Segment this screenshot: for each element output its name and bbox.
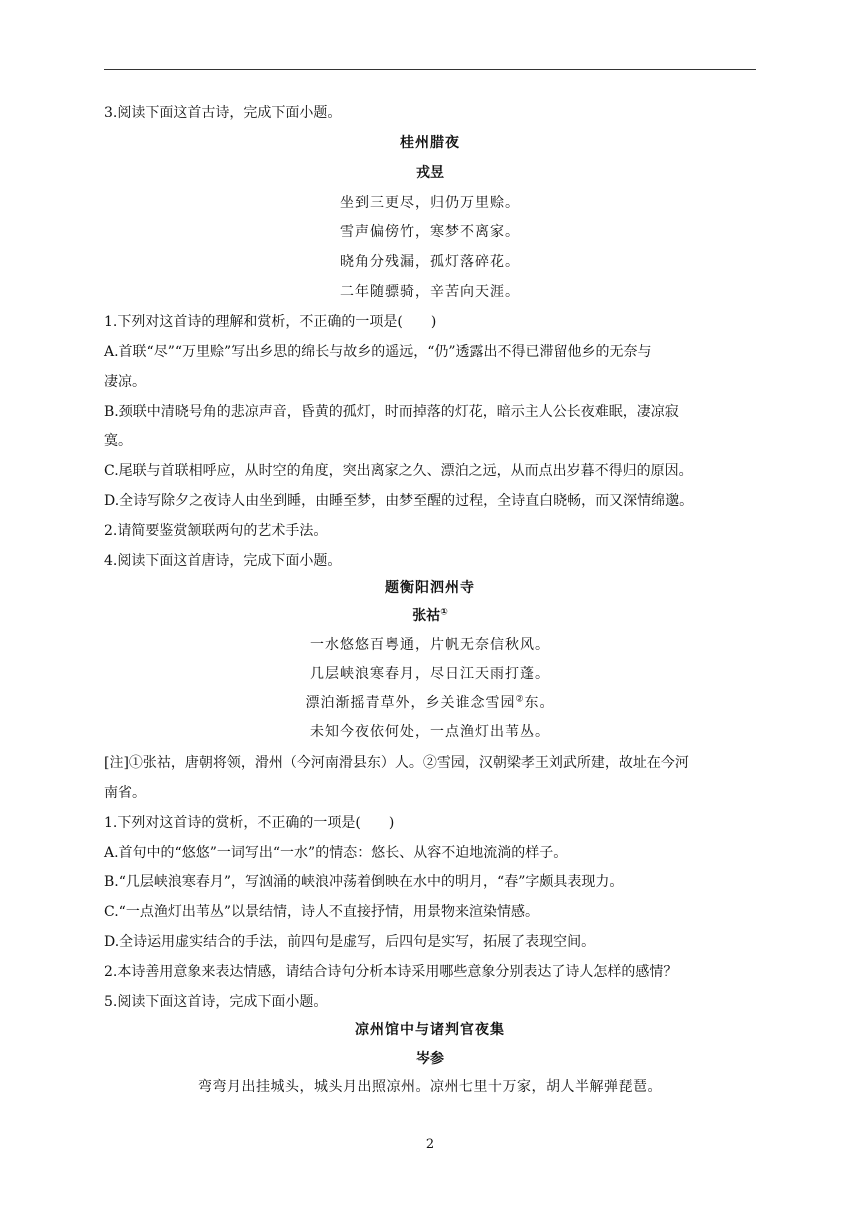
q3-poem-line-3: 晓角分残漏，孤灯落碎花。 (340, 254, 520, 270)
q4-poem-line-1: 一水悠悠百粤通，片帆无奈信秋风。 (310, 637, 550, 653)
q3-poem-title: 桂州腊夜 (400, 135, 460, 151)
q5-poem-line-1: 弯弯月出挂城头，城头月出照凉州。凉州七里十万家，胡人半解弹琵琶。 (198, 1079, 662, 1095)
q3-subq1: 1.下列对这首诗的理解和赏析，不正确的一项是( ) (104, 314, 437, 330)
q5-intro: 5.阅读下面这首诗，完成下面小题。 (104, 994, 328, 1010)
q3-option-b-cont: 寞。 (104, 433, 132, 449)
q3-intro: 3.阅读下面这首古诗，完成下面小题。 (104, 105, 342, 121)
q5-poem-author: 岑参 (416, 1051, 444, 1067)
q4-option-c: C.“一点渔灯出苇丛”以景结情，诗人不直接抒情，用景物来渲染情感。 (104, 904, 539, 920)
q5-poem-title: 凉州馆中与诸判官夜集 (355, 1022, 505, 1038)
q3-poem-line-1: 坐到三更尽，归仍万里赊。 (340, 195, 520, 211)
q4-option-d: D.全诗运用虚实结合的手法，前四句是虚写，后四句是实写，拓展了表现空间。 (104, 934, 596, 950)
q4-poem-author: 张祜① (412, 607, 448, 624)
q4-poem-line-4: 未知今夜依何处，一点渔灯出苇丛。 (310, 724, 550, 740)
q3-poem-line-2: 雪声偏傍竹，寒梦不离家。 (340, 224, 520, 240)
note-mark-2: ② (515, 694, 525, 705)
q3-poem-author: 戎昱 (416, 165, 444, 181)
q4-intro: 4.阅读下面这首唐诗，完成下面小题。 (104, 553, 342, 569)
q4-poem-line-2: 几层峡浪寒春月，尽日江天雨打蓬。 (310, 666, 550, 682)
q3-option-b: B.颈联中清晓号角的悲凉声音，昏黄的孤灯，时而掉落的灯花，暗示主人公长夜难眠，凄凉寂 (104, 404, 679, 420)
q4-option-a: A.首句中的“悠悠”一词写出“一水”的情态：悠长、从容不迫地流淌的样子。 (104, 845, 568, 861)
q3-option-a: A.首联“尽”“万里赊”写出乡思的绵长与故乡的遥远，“仍”透露出不得已滞留他乡的无奈与 (104, 344, 652, 360)
q3-option-c: C.尾联与首联相呼应，从时空的角度，突出离家之久、漂泊之远，从而点出岁暮不得归的原因。 (104, 463, 693, 479)
q4-note-cont: 南省。 (104, 785, 146, 801)
q4-note: [注]①张祜，唐朝将领，滑州（今河南滑县东）人。②雪园，汉朝梁孝王刘武所建，故址在今河 (104, 755, 689, 771)
q3-option-a-cont: 凄凉。 (104, 374, 146, 390)
q4-subq1: 1.下列对这首诗的赏析，不正确的一项是( ) (104, 815, 395, 831)
header-rule (104, 69, 756, 70)
page-number: 2 (425, 1137, 435, 1152)
q4-option-b: B.“几层峡浪寒春月”，写汹涌的峡浪冲荡着倒映在水中的明月，“春”字颇具表现力。 (104, 874, 624, 890)
q4-subq2: 2.本诗善用意象来表达情感，请结合诗句分析本诗采用哪些意象分别表达了诗人怎样的感情？ (104, 964, 678, 980)
q3-poem-line-4: 二年随骠骑，辛苦向天涯。 (340, 284, 520, 300)
q3-option-d: D.全诗写除夕之夜诗人由坐到睡，由睡至梦，由梦至醒的过程，全诗直白晓畅，而又深情绵邈。 (104, 493, 694, 509)
q4-poem-line-3: 漂泊渐摇青草外，乡关谁念雪园②东。 (305, 694, 555, 711)
note-mark-1: ① (440, 607, 448, 618)
q4-poem-title: 题衡阳泗州寺 (385, 580, 475, 596)
q3-subq2: 2.请简要鉴赏颔联两句的艺术手法。 (104, 523, 328, 539)
